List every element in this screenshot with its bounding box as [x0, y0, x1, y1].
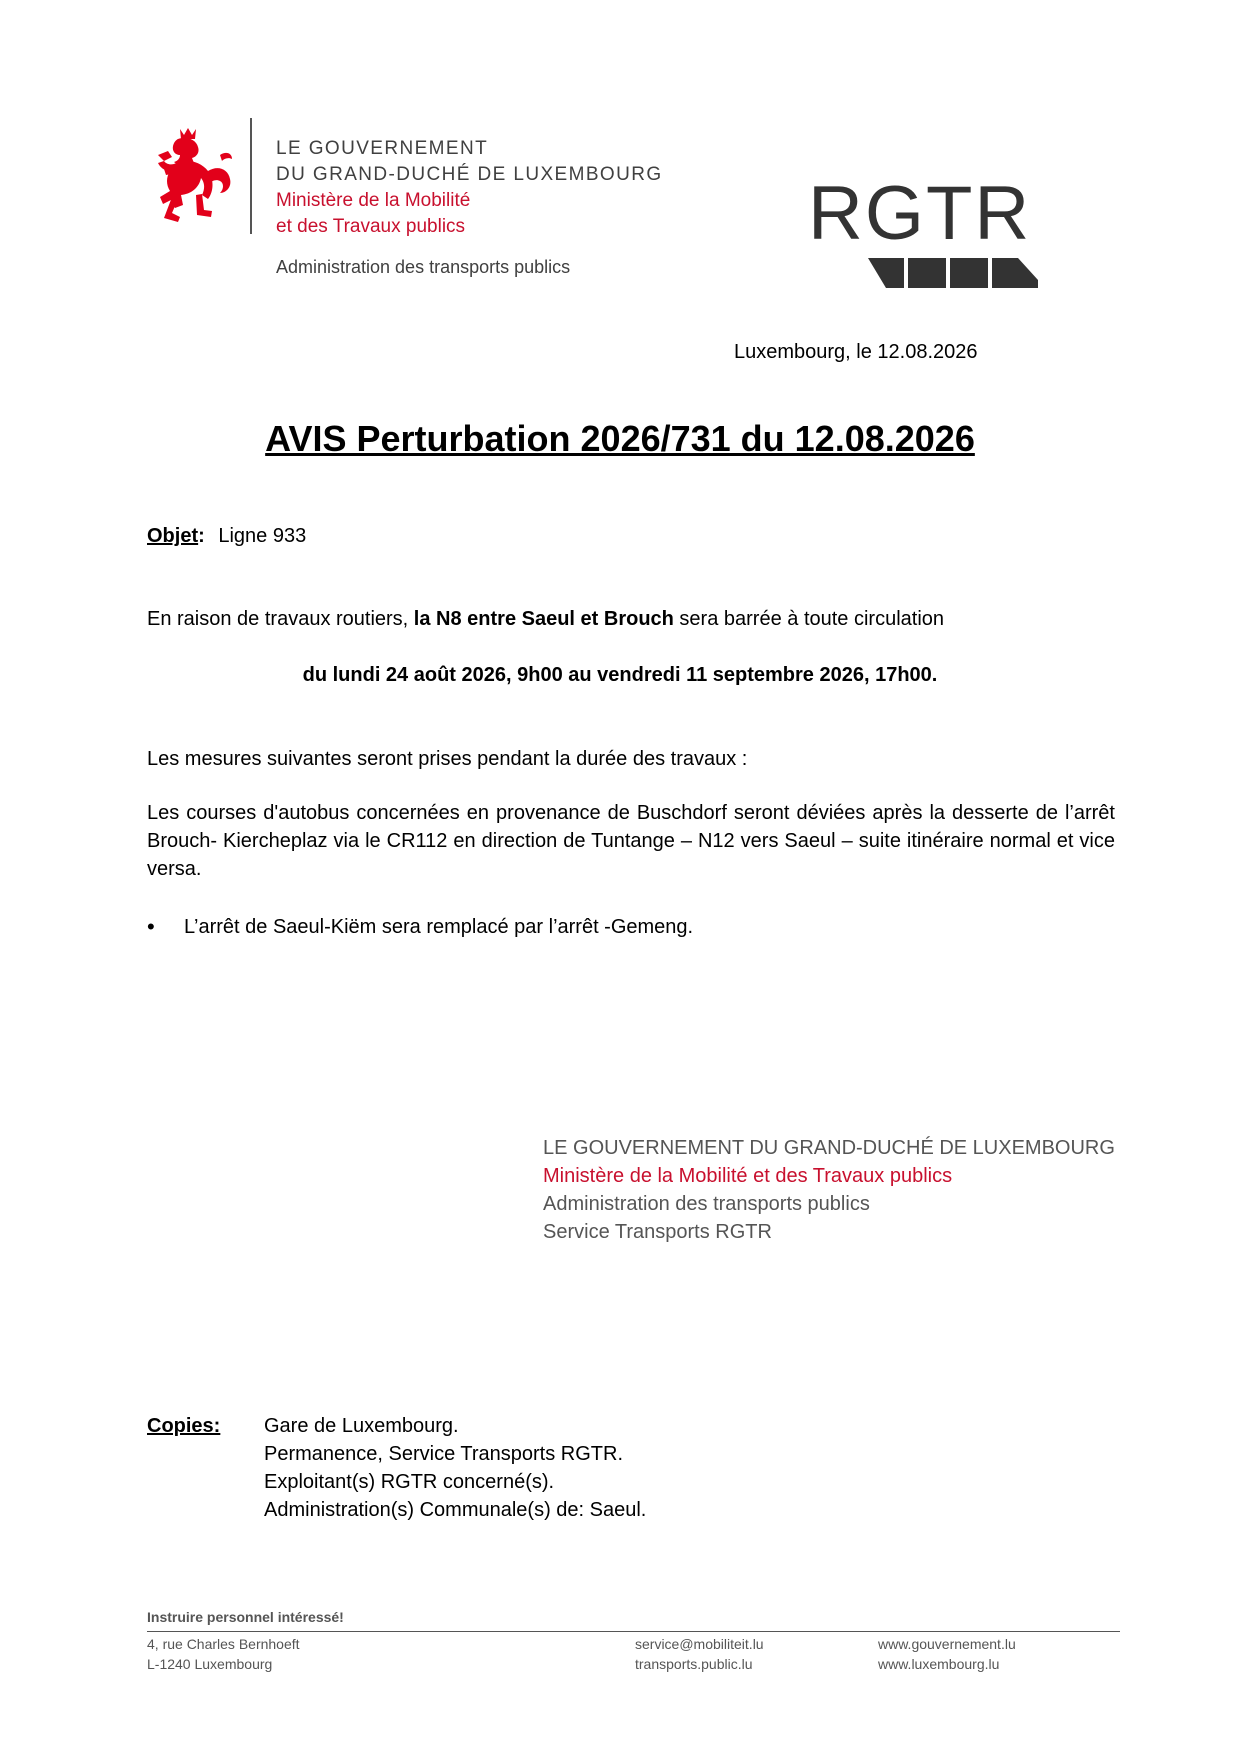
- copies-label: Copies:: [147, 1415, 221, 1437]
- closure-dates: du lundi 24 août 2026, 9h00 au vendredi 11 septembre 2026, 17h00.: [302, 664, 938, 686]
- intro-paragraph: [147, 605, 944, 633]
- header-divider: [250, 118, 252, 234]
- rgtr-logo-bars-icon: [868, 258, 1038, 288]
- copies-item: Permanence, Service Transports RGTR.: [264, 1443, 624, 1465]
- intro-text-before: En raison de travaux routiers,: [147, 608, 414, 630]
- footer-websites: [878, 1634, 1016, 1674]
- copies-item: Gare de Luxembourg.: [264, 1415, 459, 1437]
- ministry-line-1: Ministère de la Mobilité: [276, 190, 471, 211]
- footer-gouvernement-link[interactable]: www.gouvernement.lu: [878, 1636, 1016, 1652]
- detour-paragraph: Les courses d'autobus concernées en provenance de Buschdorf seront déviées après la desserte de l’arrêt Brouch- Kiercheplaz via le CR112 en direction de Tuntange – N12 vers Saeul – suite itinéraire normal et vice versa.: [147, 802, 1115, 880]
- rgtr-logo-text: RGTR: [808, 171, 1032, 256]
- footer-transports-link[interactable]: transports.public.lu: [635, 1656, 753, 1672]
- copies-item: Exploitant(s) RGTR concerné(s).: [264, 1471, 555, 1493]
- footer-address-line-1: 4, rue Charles Bernhoeft: [147, 1636, 300, 1652]
- copies-item: Administration(s) Communale(s) de: Saeul.: [264, 1499, 647, 1521]
- objet-label: Objet: [147, 525, 199, 547]
- signature-line-2: Ministère de la Mobilité et des Travaux publics: [543, 1165, 953, 1187]
- government-header: [276, 136, 663, 240]
- footer-note: Instruire personnel intéressé!: [147, 1609, 344, 1625]
- measures-intro: Les mesures suivantes seront prises pendant la durée des travaux :: [147, 748, 748, 770]
- footer-contact: [635, 1634, 764, 1674]
- gov-line-2: DU GRAND-DUCHÉ DE LUXEMBOURG: [276, 164, 663, 185]
- page-title: AVIS Perturbation 2026/731 du 12.08.2026: [265, 418, 975, 459]
- luxembourg-lion-logo-icon: [150, 125, 236, 225]
- footer-address-line-2: L-1240 Luxembourg: [147, 1656, 273, 1672]
- admin-subtitle: Administration des transports publics: [276, 257, 571, 277]
- intro-text-after: sera barrée à toute circulation: [673, 608, 945, 630]
- objet-line: [147, 522, 306, 550]
- intro-text-bold: la N8 entre Saeul et Brouch: [413, 608, 674, 630]
- footer-address: [147, 1634, 300, 1674]
- objet-colon: :: [198, 525, 205, 547]
- footer-divider: [147, 1631, 1120, 1632]
- copies-list: [264, 1412, 646, 1524]
- objet-value: Ligne 933: [218, 525, 307, 547]
- signature-line-3: Administration des transports publics: [543, 1193, 870, 1215]
- footer-luxembourg-link[interactable]: www.luxembourg.lu: [878, 1656, 1000, 1672]
- signature-line-1: LE GOUVERNEMENT DU GRAND-DUCHÉ DE LUXEMBOURG: [543, 1137, 1115, 1159]
- bullet-icon: •: [147, 914, 155, 939]
- date-line: Luxembourg, le 12.08.2026: [734, 341, 978, 363]
- ministry-line-2: et des Travaux publics: [276, 216, 466, 237]
- signature-block: [543, 1134, 1115, 1246]
- footer-email-link[interactable]: service@mobiliteit.lu: [635, 1636, 764, 1652]
- gov-line-1: LE GOUVERNEMENT: [276, 138, 489, 159]
- signature-line-4: Service Transports RGTR: [543, 1221, 772, 1243]
- bullet-item: L’arrêt de Saeul-Kiëm sera remplacé par l’arrêt -Gemeng.: [184, 916, 694, 938]
